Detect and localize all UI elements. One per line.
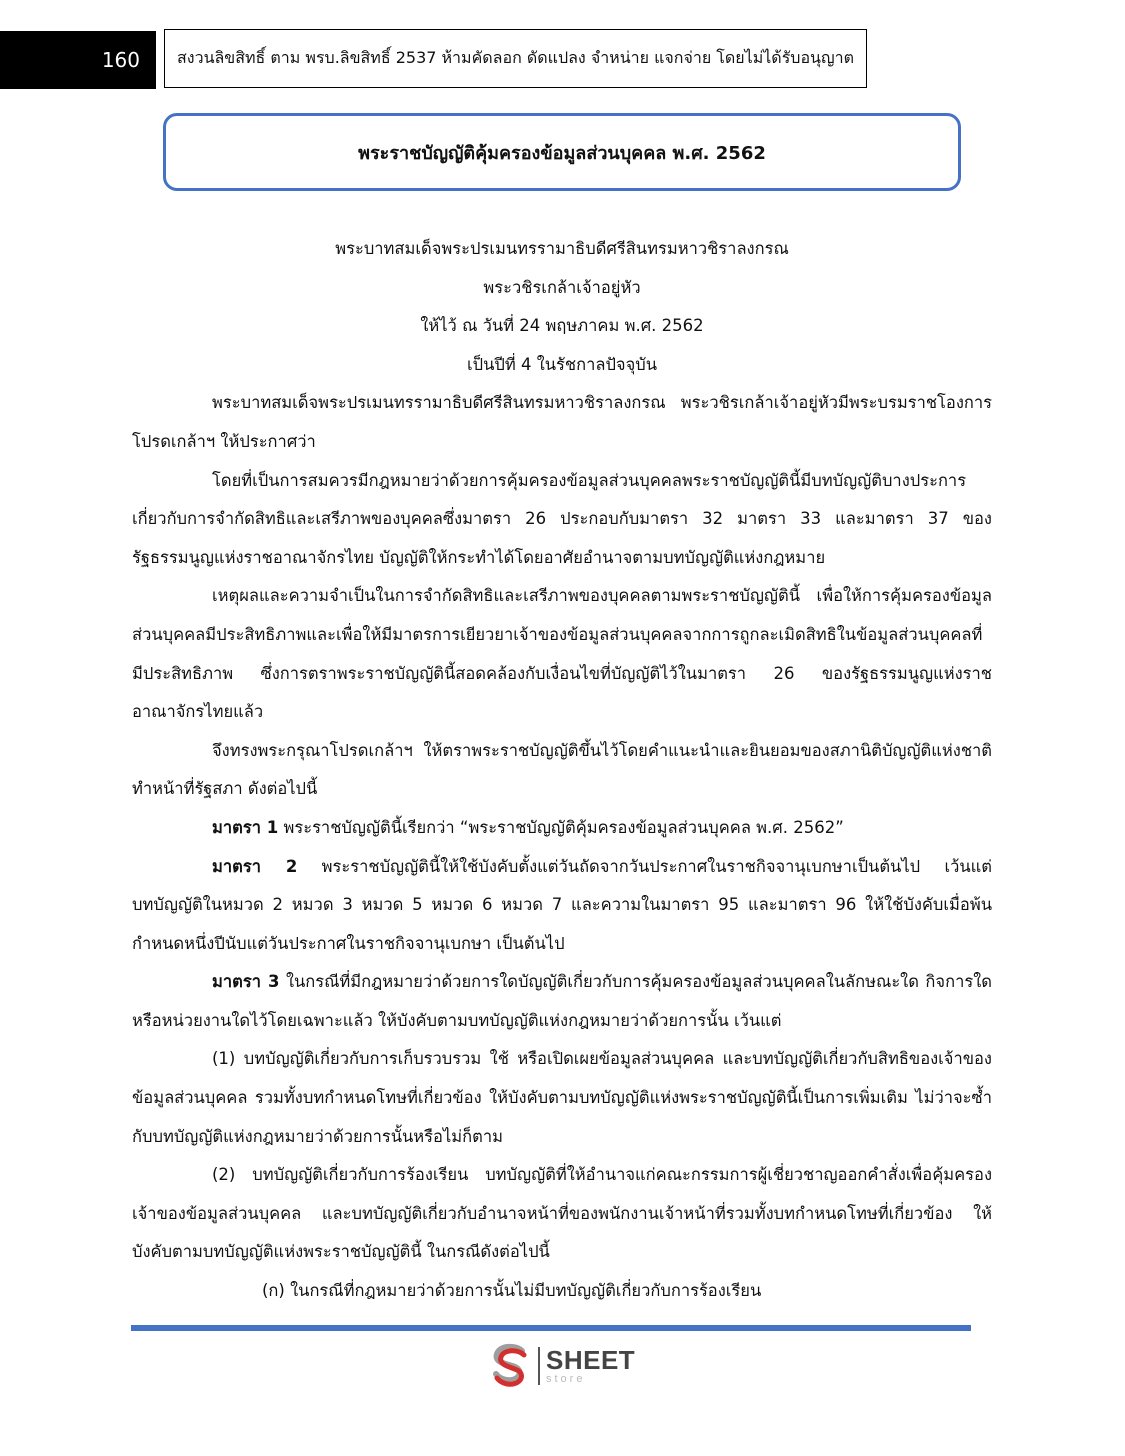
document-title: พระราชบัญญัติคุ้มครองข้อมูลส่วนบุคคล พ.ศ. 2562 <box>358 142 766 164</box>
logo-divider <box>538 1347 540 1385</box>
document-body <box>132 230 992 1311</box>
paragraph-rationale: โดยที่เป็นการสมควรมีกฎหมายว่าด้วยการคุ้มครองข้อมูลส่วนบุคคลพระราชบัญญัตินี้มีบทบัญญัติบางประการเกี่ยวกับการจำกัดสิทธิและเสรีภาพของบุคคลซึ่งมาตรา 26 ประกอบกับมาตรา 32 มาตรา 33 และมาตรา 37 ของรัฐธรรมนูญแห่งราชอาณาจักรไทย บัญญัติให้กระทำได้โดยอาศัยอำนาจตามบทบัญญัติแห่งกฎหมาย <box>132 470 992 567</box>
section-3-item-1: (1) บทบัญญัติเกี่ยวกับการเก็บรวบรวม ใช้ หรือเปิดเผยข้อมูลส่วนบุคคล และบทบัญญัติเกี่ยวกับสิทธิของเจ้าของข้อมูลส่วนบุคคล รวมทั้งบทกำหนดโทษที่เกี่ยวข้อง ให้บังคับตามบทบัญญัติแห่งพระราชบัญญัตินี้เป็นการเพิ่มเติม ไม่ว่าจะซ้ำกับบทบัญญัติแห่งกฎหมายว่าด้วยการนั้นหรือไม่ก็ตาม <box>132 1049 992 1146</box>
logo-sub-text: store <box>546 1373 586 1385</box>
paragraph-enactment: จึงทรงพระกรุณาโปรดเกล้าฯ ให้ตราพระราชบัญญัติขึ้นไว้โดยคำแนะนำและยินยอมของสภานิติบัญญัติแห่งชาติทำหน้าที่รัฐสภา ดังต่อไปนี้ <box>132 740 992 799</box>
logo-text <box>546 1347 635 1385</box>
preamble-line-3: ให้ไว้ ณ วันที่ 24 พฤษภาคม พ.ศ. 2562 <box>420 316 704 336</box>
preamble-line-2: พระวชิรเกล้าเจ้าอยู่หัว <box>483 277 641 297</box>
preamble-line-4: เป็นปีที่ 4 ในรัชกาลปัจจุบัน <box>466 354 658 374</box>
paragraph-reasons: เหตุผลและความจำเป็นในการจำกัดสิทธิและเสรีภาพของบุคคลตามพระราชบัญญัตินี้ เพื่อให้การคุ้มครองข้อมูลส่วนบุคคลมีประสิทธิภาพและเพื่อให้มีมาตรการเยียวยาเจ้าของข้อมูลส่วนบุคคลจากการถูกละเมิดสิทธิในข้อมูลส่วนบุคคลที่มีประสิทธิภาพ ซึ่งการตราพระราชบัญญัตินี้สอดคล้องกับเงื่อนไขที่บัญญัติไว้ในมาตรา 26 ของรัฐธรรมนูญแห่งราชอาณาจักรไทยแล้ว <box>132 586 992 722</box>
section-2 <box>132 848 992 964</box>
section-2-text: พระราชบัญญัตินี้ให้ใช้บังคับตั้งแต่วันถัดจากวันประกาศในราชกิจจานุเบกษาเป็นต้นไป เว้นแต่บทบัญญัติในหมวด 2 หมวด 3 หมวด 5 หมวด 6 หมวด 7 และความในมาตรา 95 และมาตรา 96 ให้ใช้บังคับเมื่อพ้นกำหนดหนึ่งปีนับแต่วันประกาศในราชกิจจานุเบกษา เป็นต้นไป <box>132 856 992 953</box>
preamble-line-1: พระบาทสมเด็จพระปรเมนทรรามาธิบดีศรีสินทรมหาวชิราลงกรณ <box>335 239 789 258</box>
sheet-store-s-icon <box>488 1343 532 1389</box>
section-1 <box>132 809 992 848</box>
page-number: 160 <box>0 31 156 89</box>
section-3-text: ในกรณีที่มีกฎหมายว่าด้วยการใดบัญญัติเกี่ยวกับการคุ้มครองข้อมูลส่วนบุคคลในลักษณะใด กิจการใด หรือหน่วยงานใดไว้โดยเฉพาะแล้ว ให้บังคับตามบทบัญญัติแห่งกฎหมายว่าด้วยการนั้น เว้นแต่ <box>132 972 992 1030</box>
section-3-item-2: (2) บทบัญญัติเกี่ยวกับการร้องเรียน บทบัญญัติที่ให้อำนาจแก่คณะกรรมการผู้เชี่ยวชาญออกคำสั่งเพื่อคุ้มครองเจ้าของข้อมูลส่วนบุคคล และบทบัญญัติเกี่ยวกับอำนาจหน้าที่ของพนักงานเจ้าหน้าที่รวมทั้งบทกำหนดโทษที่เกี่ยวข้อง ให้บังคับตามบทบัญญัติแห่งพระราชบัญญัตินี้ ในกรณีดังต่อไปนี้ <box>132 1165 992 1262</box>
footer-rule <box>131 1325 971 1331</box>
section-2-label: มาตรา 2 <box>212 856 298 876</box>
document-title-box <box>163 113 961 191</box>
paragraph-proclamation: พระบาทสมเด็จพระปรเมนทรรามาธิบดีศรีสินทรมหาวชิราลงกรณ พระวชิรเกล้าเจ้าอยู่หัวมีพระบรมราชโองการโปรดเกล้าฯ ให้ประกาศว่า <box>132 393 992 451</box>
section-1-text: พระราชบัญญัตินี้เรียกว่า “พระราชบัญญัติคุ้มครองข้อมูลส่วนบุคคล พ.ศ. 2562” <box>278 817 844 837</box>
section-3-label: มาตรา 3 <box>212 972 280 992</box>
section-3-item-2-subitem-a: (ก) ในกรณีที่กฎหมายว่าด้วยการนั้นไม่มีบทบัญญัติเกี่ยวกับการร้องเรียน <box>262 1281 762 1301</box>
logo-main-text: SHEET <box>546 1345 636 1375</box>
sheet-store-logo <box>488 1342 635 1390</box>
copyright-notice: สงวนลิขสิทธิ์ ตาม พรบ.ลิขสิทธิ์ 2537 ห้ามคัดลอก ดัดแปลง จำหน่าย แจกจ่าย โดยไม่ได้รับอนุญาต <box>164 29 867 88</box>
section-1-label: มาตรา 1 <box>212 817 279 837</box>
section-3 <box>132 963 992 1040</box>
